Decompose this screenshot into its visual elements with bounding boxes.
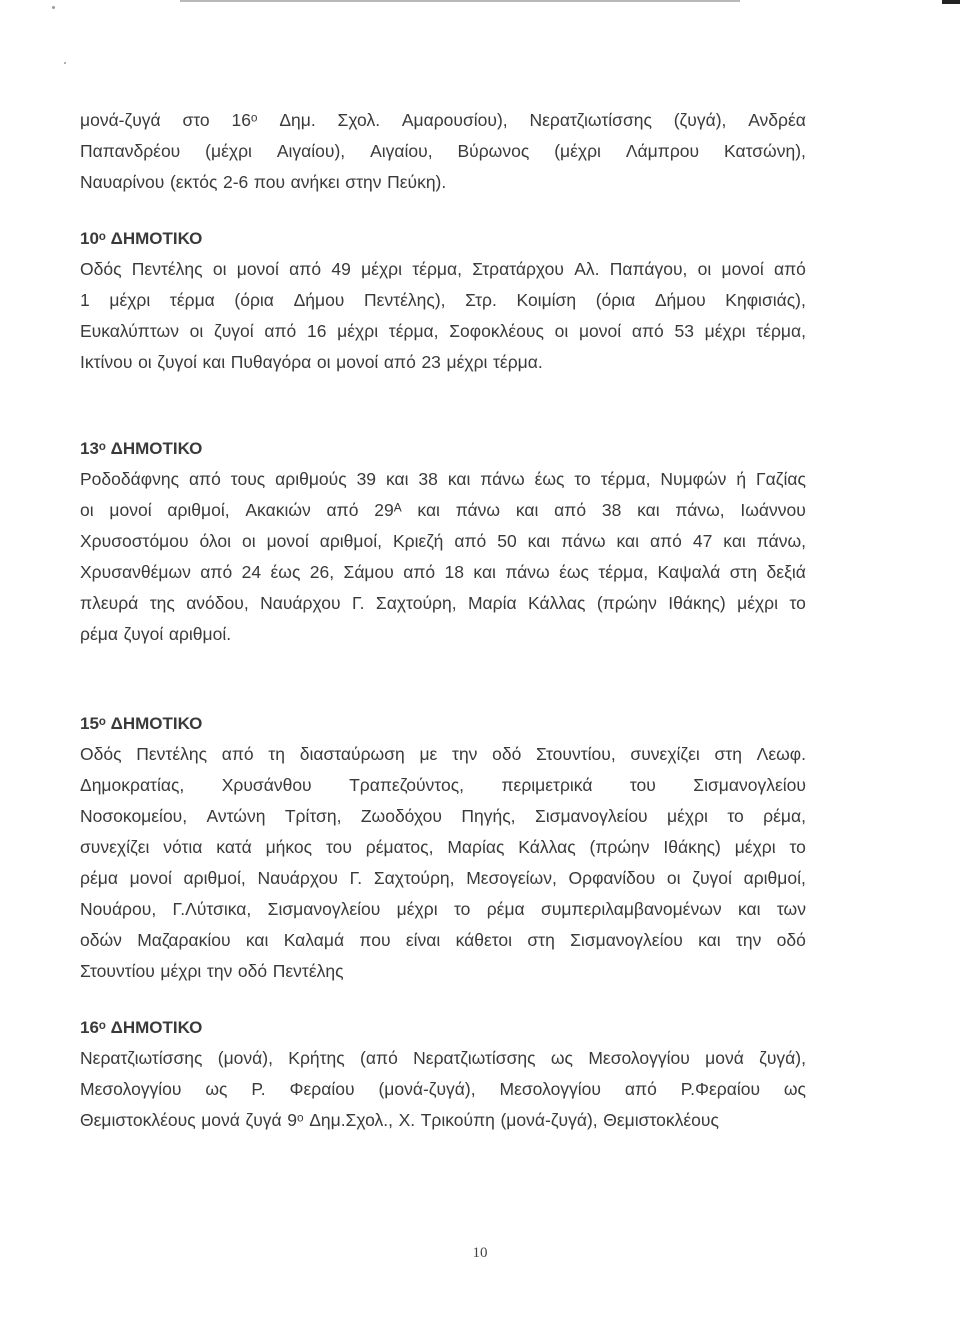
word: αριθμοί, <box>167 500 230 520</box>
section-15 <box>80 708 806 987</box>
word: κατά <box>216 837 252 857</box>
intro-paragraph <box>80 105 806 198</box>
word: 38 <box>601 500 622 520</box>
word: Ρ. <box>251 1079 266 1099</box>
word: του <box>325 837 352 857</box>
word: Σισμανογλείου <box>693 775 806 795</box>
text-line <box>80 254 806 285</box>
word: Κάλλας <box>528 593 586 613</box>
word: Αιγαίου), <box>276 141 346 161</box>
word: και <box>202 352 226 372</box>
word: και <box>245 930 269 950</box>
word: Αιγαίου, <box>370 141 433 161</box>
word: Αλ. <box>574 259 600 279</box>
word: μήκος <box>265 837 313 857</box>
word: των <box>776 899 806 919</box>
text-line <box>80 464 806 495</box>
word: και <box>385 469 409 489</box>
word: Παπανδρέου <box>80 141 181 161</box>
word: Ιθάκης) <box>663 837 721 857</box>
word: και <box>737 899 761 919</box>
text-line <box>80 832 806 863</box>
word: μέχρι <box>337 321 379 341</box>
word: Τρίτση, <box>284 806 342 826</box>
word: 29ᴬ <box>374 500 402 520</box>
word: το <box>574 469 591 489</box>
word: Δημ.Σχολ., <box>309 1110 393 1130</box>
word: Σισμανογλείου <box>534 806 648 826</box>
word: μέχρι <box>446 352 488 372</box>
word: Οδός <box>80 744 122 764</box>
word: Χρυσάνθου <box>221 775 312 795</box>
word: μέχρι <box>667 806 708 826</box>
word: Στουντίου <box>80 961 155 981</box>
word: ζυγά), <box>759 1048 806 1068</box>
word: ζυγοί <box>213 321 254 341</box>
word: Καψαλά <box>657 562 721 582</box>
word: συμπεριλαμβανομένων <box>541 899 722 919</box>
word: στη <box>729 562 758 582</box>
word: Πεύκη). <box>387 172 447 192</box>
word: συνεχίζει <box>630 744 700 764</box>
word: οι <box>697 259 712 279</box>
word: και <box>723 531 746 551</box>
word: την <box>206 961 233 981</box>
word: στο <box>182 110 210 130</box>
word: ζυγοί <box>123 624 164 644</box>
word: αριθμοί, <box>743 868 806 888</box>
word: ανήκει <box>290 172 340 192</box>
word: Μεσολογγίου <box>588 1048 690 1068</box>
word: Τρικούπη <box>420 1110 495 1130</box>
text-line <box>80 588 806 619</box>
word: και <box>515 500 539 520</box>
text-line <box>80 136 806 167</box>
word: μονά <box>201 1110 240 1130</box>
word: περιμετρικά <box>501 775 593 795</box>
section-heading: 15ᵒ ΔΗΜΟΤΙΚΟ <box>80 714 203 733</box>
word: Παπάγου, <box>609 259 688 279</box>
word: Ναυάρχου <box>260 593 341 613</box>
word: 18 <box>444 562 465 582</box>
word: (εκτός <box>169 172 218 192</box>
word: Λάμπρου <box>625 141 700 161</box>
word: Νυμφών <box>660 469 727 489</box>
text-line <box>80 1105 806 1136</box>
word: Στρατάρχου <box>472 259 564 279</box>
word: από <box>264 321 297 341</box>
word: Γ. <box>349 868 363 888</box>
word: πάνω, <box>675 500 725 520</box>
word: από <box>326 500 359 520</box>
word: τέρμα, <box>756 321 806 341</box>
word: τέρμα, <box>600 469 651 489</box>
word: Κοιμίση <box>516 290 577 310</box>
text-line <box>80 1074 806 1105</box>
word: Ορφανίδου <box>568 868 656 888</box>
word: στη <box>527 930 555 950</box>
word: 53 <box>674 321 694 341</box>
word: οδό <box>776 930 806 950</box>
word: 1 <box>80 290 90 310</box>
word: έως <box>270 562 301 582</box>
word: 38 <box>418 469 438 489</box>
word: από <box>403 562 436 582</box>
word: Σισμανογλείου <box>267 899 381 919</box>
word: Τραπεζούντος, <box>349 775 464 795</box>
text-line <box>80 894 806 925</box>
word: Ροδοδάφνης <box>80 469 180 489</box>
word: 2-6 <box>223 172 249 192</box>
word: Μαζαρακίου <box>137 930 231 950</box>
word: ρέμα <box>80 868 118 888</box>
word: συνεχίζει <box>80 837 150 857</box>
section-heading: 10ᵒ ΔΗΜΟΤΙΚΟ <box>80 229 203 248</box>
section-13 <box>80 433 806 650</box>
word: πάνω <box>561 531 606 551</box>
word: και <box>527 531 551 551</box>
word: με <box>419 744 438 764</box>
word: (ζυγά), <box>673 110 727 130</box>
word: οδών <box>80 930 122 950</box>
word: μονοί <box>336 352 379 372</box>
word: μέχρι <box>704 321 746 341</box>
word: Βύρωνος <box>457 141 530 161</box>
word: Γ.Λύτσικα, <box>172 899 252 919</box>
word: Φεραίου <box>289 1079 355 1099</box>
word: Ευκαλύπτων <box>80 321 179 341</box>
word: οι <box>212 259 227 279</box>
word: μέχρι <box>361 259 402 279</box>
word: Δήμου <box>293 290 345 310</box>
word: (όρια <box>595 290 636 310</box>
word: Αμαρουσίου), <box>401 110 508 130</box>
word: μέχρι <box>737 593 779 613</box>
text-line <box>80 526 806 557</box>
word: στη <box>714 744 742 764</box>
word: Κρήτης <box>288 1048 345 1068</box>
word: 16ᵒ <box>231 110 258 130</box>
word: όλοι <box>199 531 232 551</box>
word: Σαχτούρη, <box>373 868 455 888</box>
word: οδό <box>237 961 268 981</box>
document-body <box>80 105 806 1136</box>
word: Ιθάκης) <box>668 593 726 613</box>
word: τη <box>268 744 286 764</box>
word: και <box>637 500 660 520</box>
word: την <box>735 930 762 950</box>
word: της <box>149 593 175 613</box>
text-line <box>80 105 806 136</box>
word: ρέμα <box>486 899 525 919</box>
word: αριθμούς <box>275 469 347 489</box>
word: τέρμα. <box>493 352 543 372</box>
word: οι <box>189 321 204 341</box>
word: Πεντέλης), <box>364 290 446 310</box>
word: Θεμιστοκλέους <box>603 1110 719 1130</box>
word: Μεσολογγίου <box>80 1079 182 1099</box>
word: Θεμιστοκλέους <box>80 1110 196 1130</box>
word: Στρ. <box>465 290 497 310</box>
text-line <box>80 285 806 316</box>
word: οδό <box>492 744 522 764</box>
word: τέρμα, <box>388 321 439 341</box>
word: διασταύρωση <box>299 744 405 764</box>
word: αριθμοί, <box>319 531 382 551</box>
word: 50 <box>497 531 517 551</box>
word: τους <box>230 469 266 489</box>
word: Σοφοκλέους <box>449 321 544 341</box>
word: 39 <box>356 469 377 489</box>
word: Κριεζή <box>392 531 444 551</box>
word: Γ. <box>351 593 365 613</box>
word: Χρυσοστόμου <box>80 531 189 551</box>
word: 26, <box>309 562 335 582</box>
word: οι <box>316 352 331 372</box>
text-line <box>80 347 806 378</box>
text-line <box>80 956 806 987</box>
word: οι <box>80 500 94 520</box>
word: Μεσογείων, <box>466 868 557 888</box>
word: Ακακιών <box>245 500 311 520</box>
word: Σάμου <box>343 562 394 582</box>
word: (μέχρι <box>205 141 252 161</box>
word: Κάλλας <box>518 837 576 857</box>
word: 24 <box>241 562 262 582</box>
word: πλευρά <box>80 593 139 613</box>
word: Αντώνη <box>206 806 266 826</box>
word: Οδός <box>80 259 122 279</box>
word: Μαρία <box>467 593 517 613</box>
word: Μεσολογγίου <box>499 1079 601 1099</box>
word: τέρμα, <box>598 562 649 582</box>
word: ζυγοί <box>692 868 732 888</box>
word: οι <box>666 868 681 888</box>
word: από <box>631 321 664 341</box>
word: από <box>454 531 487 551</box>
word: δεξιά <box>766 562 806 582</box>
word: μονοί <box>236 259 279 279</box>
word: πάνω, <box>756 531 806 551</box>
word: Στουντίου, <box>536 744 616 764</box>
word: Νερατζιωτίσσης <box>413 1048 536 1068</box>
word: το <box>727 806 744 826</box>
text-line <box>80 557 806 588</box>
word: πάνω <box>505 562 550 582</box>
word: από <box>188 469 221 489</box>
text-line <box>80 1043 806 1074</box>
text-line <box>80 801 806 832</box>
word: Ρ.Φεραίου <box>680 1079 761 1099</box>
word: 16 <box>307 321 327 341</box>
word: Νερατζιωτίσσης <box>529 110 652 130</box>
word: το <box>453 899 471 919</box>
word: 23 <box>421 352 441 372</box>
word: (μονά), <box>217 1048 273 1068</box>
word: μονοί <box>721 259 764 279</box>
word: 9ᵒ <box>287 1110 304 1130</box>
word: μέχρι <box>109 290 151 310</box>
word: που <box>359 930 391 950</box>
word: κάθετοι <box>455 930 513 950</box>
word: ζυγοί <box>157 352 197 372</box>
word: Κατσώνη), <box>724 141 806 161</box>
word: και <box>616 531 640 551</box>
page-number: 10 <box>472 1245 488 1261</box>
word: (μέχρι <box>554 141 601 161</box>
word: και <box>447 469 471 489</box>
word: είναι <box>405 930 441 950</box>
word: που <box>253 172 286 192</box>
word: Γαζίας <box>756 469 806 489</box>
word: Καλαμά <box>283 930 345 950</box>
word: ανόδου, <box>186 593 249 613</box>
word: Πεντέλης <box>136 744 208 764</box>
word: αριθμοί. <box>168 624 232 644</box>
text-line <box>80 619 806 650</box>
word: μονοί <box>109 500 152 520</box>
word: Σχολ. <box>337 110 381 130</box>
word: Νοσοκομείου, <box>80 806 188 826</box>
word: οι <box>138 352 152 372</box>
word: μονοί <box>266 531 309 551</box>
word: το <box>789 593 806 613</box>
word: Πηγής, <box>461 806 516 826</box>
word: Δημοκρατίας, <box>80 775 185 795</box>
section-16 <box>80 1012 806 1136</box>
word: έως <box>559 562 589 582</box>
word: Νερατζιωτίσσης <box>80 1048 203 1068</box>
word: ρέμα <box>80 624 118 644</box>
word: από <box>554 500 587 520</box>
word: νότια <box>163 837 203 857</box>
text-line <box>80 770 806 801</box>
word: την <box>452 744 478 764</box>
word: πάνω <box>480 469 525 489</box>
word: ρέματος, <box>365 837 434 857</box>
section-heading: 13ᵒ ΔΗΜΟΤΙΚΟ <box>80 439 203 458</box>
word: Σισμανογλείου <box>570 930 683 950</box>
word: από <box>221 744 254 764</box>
word: 49 <box>331 259 351 279</box>
word: μονοί <box>578 321 622 341</box>
text-line <box>80 739 806 770</box>
word: Ζωοδόχου <box>360 806 442 826</box>
word: και <box>417 500 440 520</box>
scan-corner-mark <box>942 0 960 4</box>
word: από <box>624 1079 657 1099</box>
word: Ναυαρίνου <box>80 172 165 192</box>
word: (από <box>360 1048 398 1068</box>
word: το <box>789 837 806 857</box>
word: 47 <box>692 531 713 551</box>
word: από <box>289 259 322 279</box>
word: οι <box>554 321 569 341</box>
word: ως <box>205 1079 228 1099</box>
word: Σαχτούρη, <box>375 593 457 613</box>
text-line <box>80 925 806 956</box>
word: (πρώην <box>596 593 657 613</box>
word: (μονά-ζυγά), <box>378 1079 476 1099</box>
word: Κηφισιάς), <box>725 290 806 310</box>
word: μέχρι <box>734 837 776 857</box>
word: Μαρίας <box>447 837 505 857</box>
section-10 <box>80 223 806 378</box>
word: από <box>773 259 806 279</box>
word: ζυγά <box>245 1110 282 1130</box>
word: και <box>698 930 721 950</box>
word: του <box>629 775 656 795</box>
scan-speck <box>52 6 55 9</box>
word: Χρυσανθέμων <box>80 562 191 582</box>
word: μέχρι <box>160 961 202 981</box>
word: (πρώην <box>589 837 650 857</box>
word: Ναυάρχου <box>257 868 338 888</box>
word: ρέμα, <box>763 806 806 826</box>
word: Πεντέλης <box>272 961 344 981</box>
word: μονά-ζυγά <box>80 110 161 130</box>
word: μονά <box>705 1048 744 1068</box>
word: Νουάρου, <box>80 899 157 919</box>
word: τέρμα <box>169 290 215 310</box>
word: οι <box>242 531 256 551</box>
word: και <box>473 562 496 582</box>
word: από <box>200 562 233 582</box>
text-line <box>80 863 806 894</box>
word: ή <box>736 469 747 489</box>
word: Δήμου <box>654 290 706 310</box>
word: Ανδρέα <box>748 110 806 130</box>
word: από <box>383 352 416 372</box>
word: Πυθαγόρα <box>230 352 312 372</box>
word: από <box>649 531 682 551</box>
word: Πεντέλης <box>131 259 203 279</box>
word: (μονά-ζυγά), <box>500 1110 598 1130</box>
word: Λεωφ. <box>756 744 806 764</box>
text-line <box>80 316 806 347</box>
word: στην <box>345 172 382 192</box>
word: ως <box>550 1048 573 1068</box>
word: (όρια <box>234 290 274 310</box>
word: Χ. <box>398 1110 416 1130</box>
word: τέρμα, <box>412 259 462 279</box>
word: έως <box>534 469 565 489</box>
word: Ιωάννου <box>740 500 806 520</box>
word: αριθμοί, <box>183 868 246 888</box>
text-line <box>80 495 806 526</box>
word: Δημ. <box>279 110 316 130</box>
text-line <box>80 167 806 198</box>
scan-speck <box>64 62 66 64</box>
word: μέχρι <box>396 899 438 919</box>
word: μονοί <box>129 868 172 888</box>
word: πάνω <box>455 500 501 520</box>
section-heading: 16ᵒ ΔΗΜΟΤΙΚΟ <box>80 1018 203 1037</box>
word: Ικτίνου <box>80 352 133 372</box>
scan-edge-mark <box>180 0 740 2</box>
word: ως <box>783 1079 806 1099</box>
